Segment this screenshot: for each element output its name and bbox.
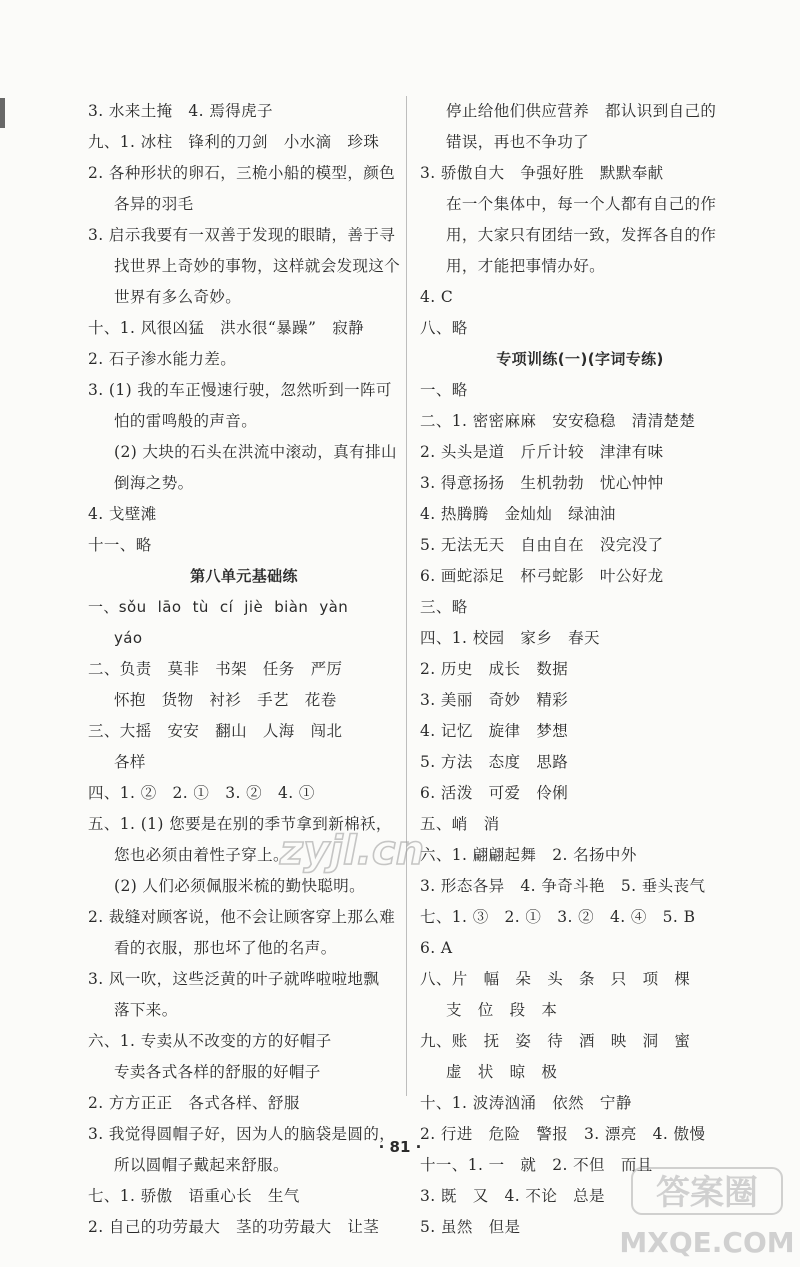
answer-line: 五、1. (1) 您要是在别的季节拿到新棉袄， [88, 815, 392, 833]
answer-line: 3. 我觉得圆帽子好，因为人的脑袋是圆的， [88, 1125, 396, 1143]
answer-line: 6. 画蛇添足 杯弓蛇影 叶公好龙 [420, 567, 664, 585]
answer-line: 八、略 [420, 319, 468, 337]
answer-line: 十、1. 波涛汹涌 依然 宁静 [420, 1094, 632, 1112]
answer-line: 5. 方法 态度 思路 [420, 753, 569, 771]
answer-line: 4. 戈壁滩 [88, 505, 157, 523]
watermark-mxqe-text: MXQE.COM [619, 1226, 795, 1259]
answer-line: 世界有多么奇妙。 [114, 288, 242, 306]
answer-line: 一、略 [420, 381, 468, 399]
answer-line: 3. 水来土掩 4. 焉得虎子 [88, 102, 273, 120]
watermark-logo-text: 答案圈 [656, 1173, 758, 1213]
answer-line: 用，大家只有团结一致，发挥各自的作 [446, 226, 717, 244]
answer-line: 九、账 抚 姿 待 酒 映 洞 蜜 [420, 1032, 691, 1050]
answer-line: 2. 方方正正 各式各样、舒服 [88, 1094, 300, 1112]
answer-line: 2. 自己的功劳最大 茎的功劳最大 让茎 [88, 1218, 380, 1236]
answer-line: 落下来。 [114, 1001, 178, 1019]
answer-line: 3. 得意扬扬 生机勃勃 忧心忡忡 [420, 474, 664, 492]
answer-line: yáo [114, 629, 143, 647]
answer-line: 一、sǒu lāo tù cí jiè biàn yàn [88, 598, 349, 616]
answer-line: 您也必须由着性子穿上。 [114, 846, 289, 864]
answer-line: 在一个集体中，每一个人都有自己的作 [446, 195, 717, 213]
answer-line: 5. 虽然 但是 [420, 1218, 521, 1236]
answer-line: 十、1. 风很凶猛 洪水很“暴躁” 寂静 [88, 319, 365, 337]
answer-line: 5. 无法无天 自由自在 没完没了 [420, 536, 664, 554]
answer-line: 所以圆帽子戴起来舒服。 [114, 1156, 289, 1174]
answer-line: 用，才能把事情办好。 [446, 257, 606, 275]
answer-line: 六、1. 专卖从不改变的方的好帽子 [88, 1032, 332, 1050]
answer-line: 3. (1) 我的车正慢速行驶，忽然听到一阵可 [88, 381, 392, 399]
page-number: · 81 · [378, 1138, 422, 1156]
answer-line: 五、峭 消 [420, 815, 500, 833]
answer-line: 支 位 段 本 [446, 1001, 558, 1019]
answer-line: 2. 石子渗水能力差。 [88, 350, 237, 368]
section-heading: 第八单元基础练 [190, 567, 298, 585]
answer-line: (2) 大块的石头在洪流中滚动，真有排山 [114, 443, 397, 461]
answer-line: 九、1. 冰柱 锋利的刀剑 小水滴 珍珠 [88, 133, 380, 151]
watermark-zyjl-text: zyjl.cn [279, 828, 425, 874]
answer-line: 看的衣服，那也坏了他的名声。 [114, 939, 337, 957]
answer-line: 3. 启示我要有一双善于发现的眼睛，善于寻 [88, 226, 396, 244]
answer-line: 6. 活泼 可爱 伶俐 [420, 784, 569, 802]
answer-line: 错误，再也不争功了 [446, 133, 590, 151]
column-divider [406, 96, 407, 1096]
answer-line: 4. 记忆 旋律 梦想 [420, 722, 569, 740]
answer-line: 七、1. 骄傲 语重心长 生气 [88, 1187, 300, 1205]
answer-line: 找世界上奇妙的事物，这样就会发现这个 [114, 257, 400, 275]
answer-line: 3. 骄傲自大 争强好胜 默默奉献 [420, 164, 664, 182]
answer-line: 4. 热腾腾 金灿灿 绿油油 [420, 505, 616, 523]
answer-line: 2. 头头是道 斤斤计较 津津有味 [420, 443, 664, 461]
answer-line: 3. 既 又 4. 不论 总是 [420, 1187, 605, 1205]
answer-line: 倒海之势。 [114, 474, 194, 492]
answer-line: 二、1. 密密麻麻 安安稳稳 清清楚楚 [420, 412, 696, 430]
answer-line: 2. 裁缝对顾客说，他不会让顾客穿上那么难 [88, 908, 396, 926]
answer-line: 专卖各式各样的舒服的好帽子 [114, 1063, 321, 1081]
answer-line: 十一、略 [88, 536, 152, 554]
answer-line: 三、略 [420, 598, 468, 616]
answer-line: 十一、1. 一 就 2. 不但 而且 [420, 1156, 653, 1174]
answer-line: 四、1. 校园 家乡 春天 [420, 629, 600, 647]
answer-line: 6. A [420, 939, 453, 957]
right-column [420, 96, 740, 1243]
answer-line: 4. C [420, 288, 454, 306]
answer-line: 六、1. 翩翩起舞 2. 名扬中外 [420, 846, 637, 864]
answer-line: 各异的羽毛 [114, 195, 194, 213]
answer-line: 虚 状 晾 极 [446, 1063, 558, 1081]
watermark-mxqe [608, 1148, 800, 1267]
answer-line: 2. 各种形状的卵石，三桅小船的模型，颜色 [88, 164, 396, 182]
watermark-zyjl [232, 812, 472, 892]
answer-line: 二、负责 莫非 书架 任务 严厉 [88, 660, 343, 678]
answer-line: 停止给他们供应营养 都认识到自己的 [446, 102, 717, 120]
answer-line: 怕的雷鸣般的声音。 [114, 412, 258, 430]
left-column [88, 96, 400, 1243]
answer-line: 四、1. ② 2. ① 3. ② 4. ① [88, 784, 315, 802]
answer-line: 2. 历史 成长 数据 [420, 660, 569, 678]
section-heading: 专项训练(一)(字词专练) [496, 350, 664, 368]
answer-line: 2. 行进 危险 警报 3. 漂亮 4. 傲慢 [420, 1125, 706, 1143]
answer-line: 3. 形态各异 4. 争奇斗艳 5. 垂头丧气 [420, 877, 706, 895]
binding-edge-mark [0, 98, 5, 128]
answer-line: (2) 人们必须佩服米梳的勤快聪明。 [114, 877, 366, 895]
answer-line: 3. 美丽 奇妙 精彩 [420, 691, 569, 709]
answer-line: 各样 [114, 753, 146, 771]
answer-line: 3. 风一吹，这些泛黄的叶子就哗啦啦地飘 [88, 970, 380, 988]
answer-line: 三、大摇 安安 翻山 人海 闯北 [88, 722, 343, 740]
answer-line: 八、片 幅 朵 头 条 只 项 棵 [420, 970, 691, 988]
answer-line: 怀抱 货物 衬衫 手艺 花卷 [114, 691, 337, 709]
answer-line: 七、1. ③ 2. ① 3. ② 4. ④ 5. B [420, 908, 696, 926]
